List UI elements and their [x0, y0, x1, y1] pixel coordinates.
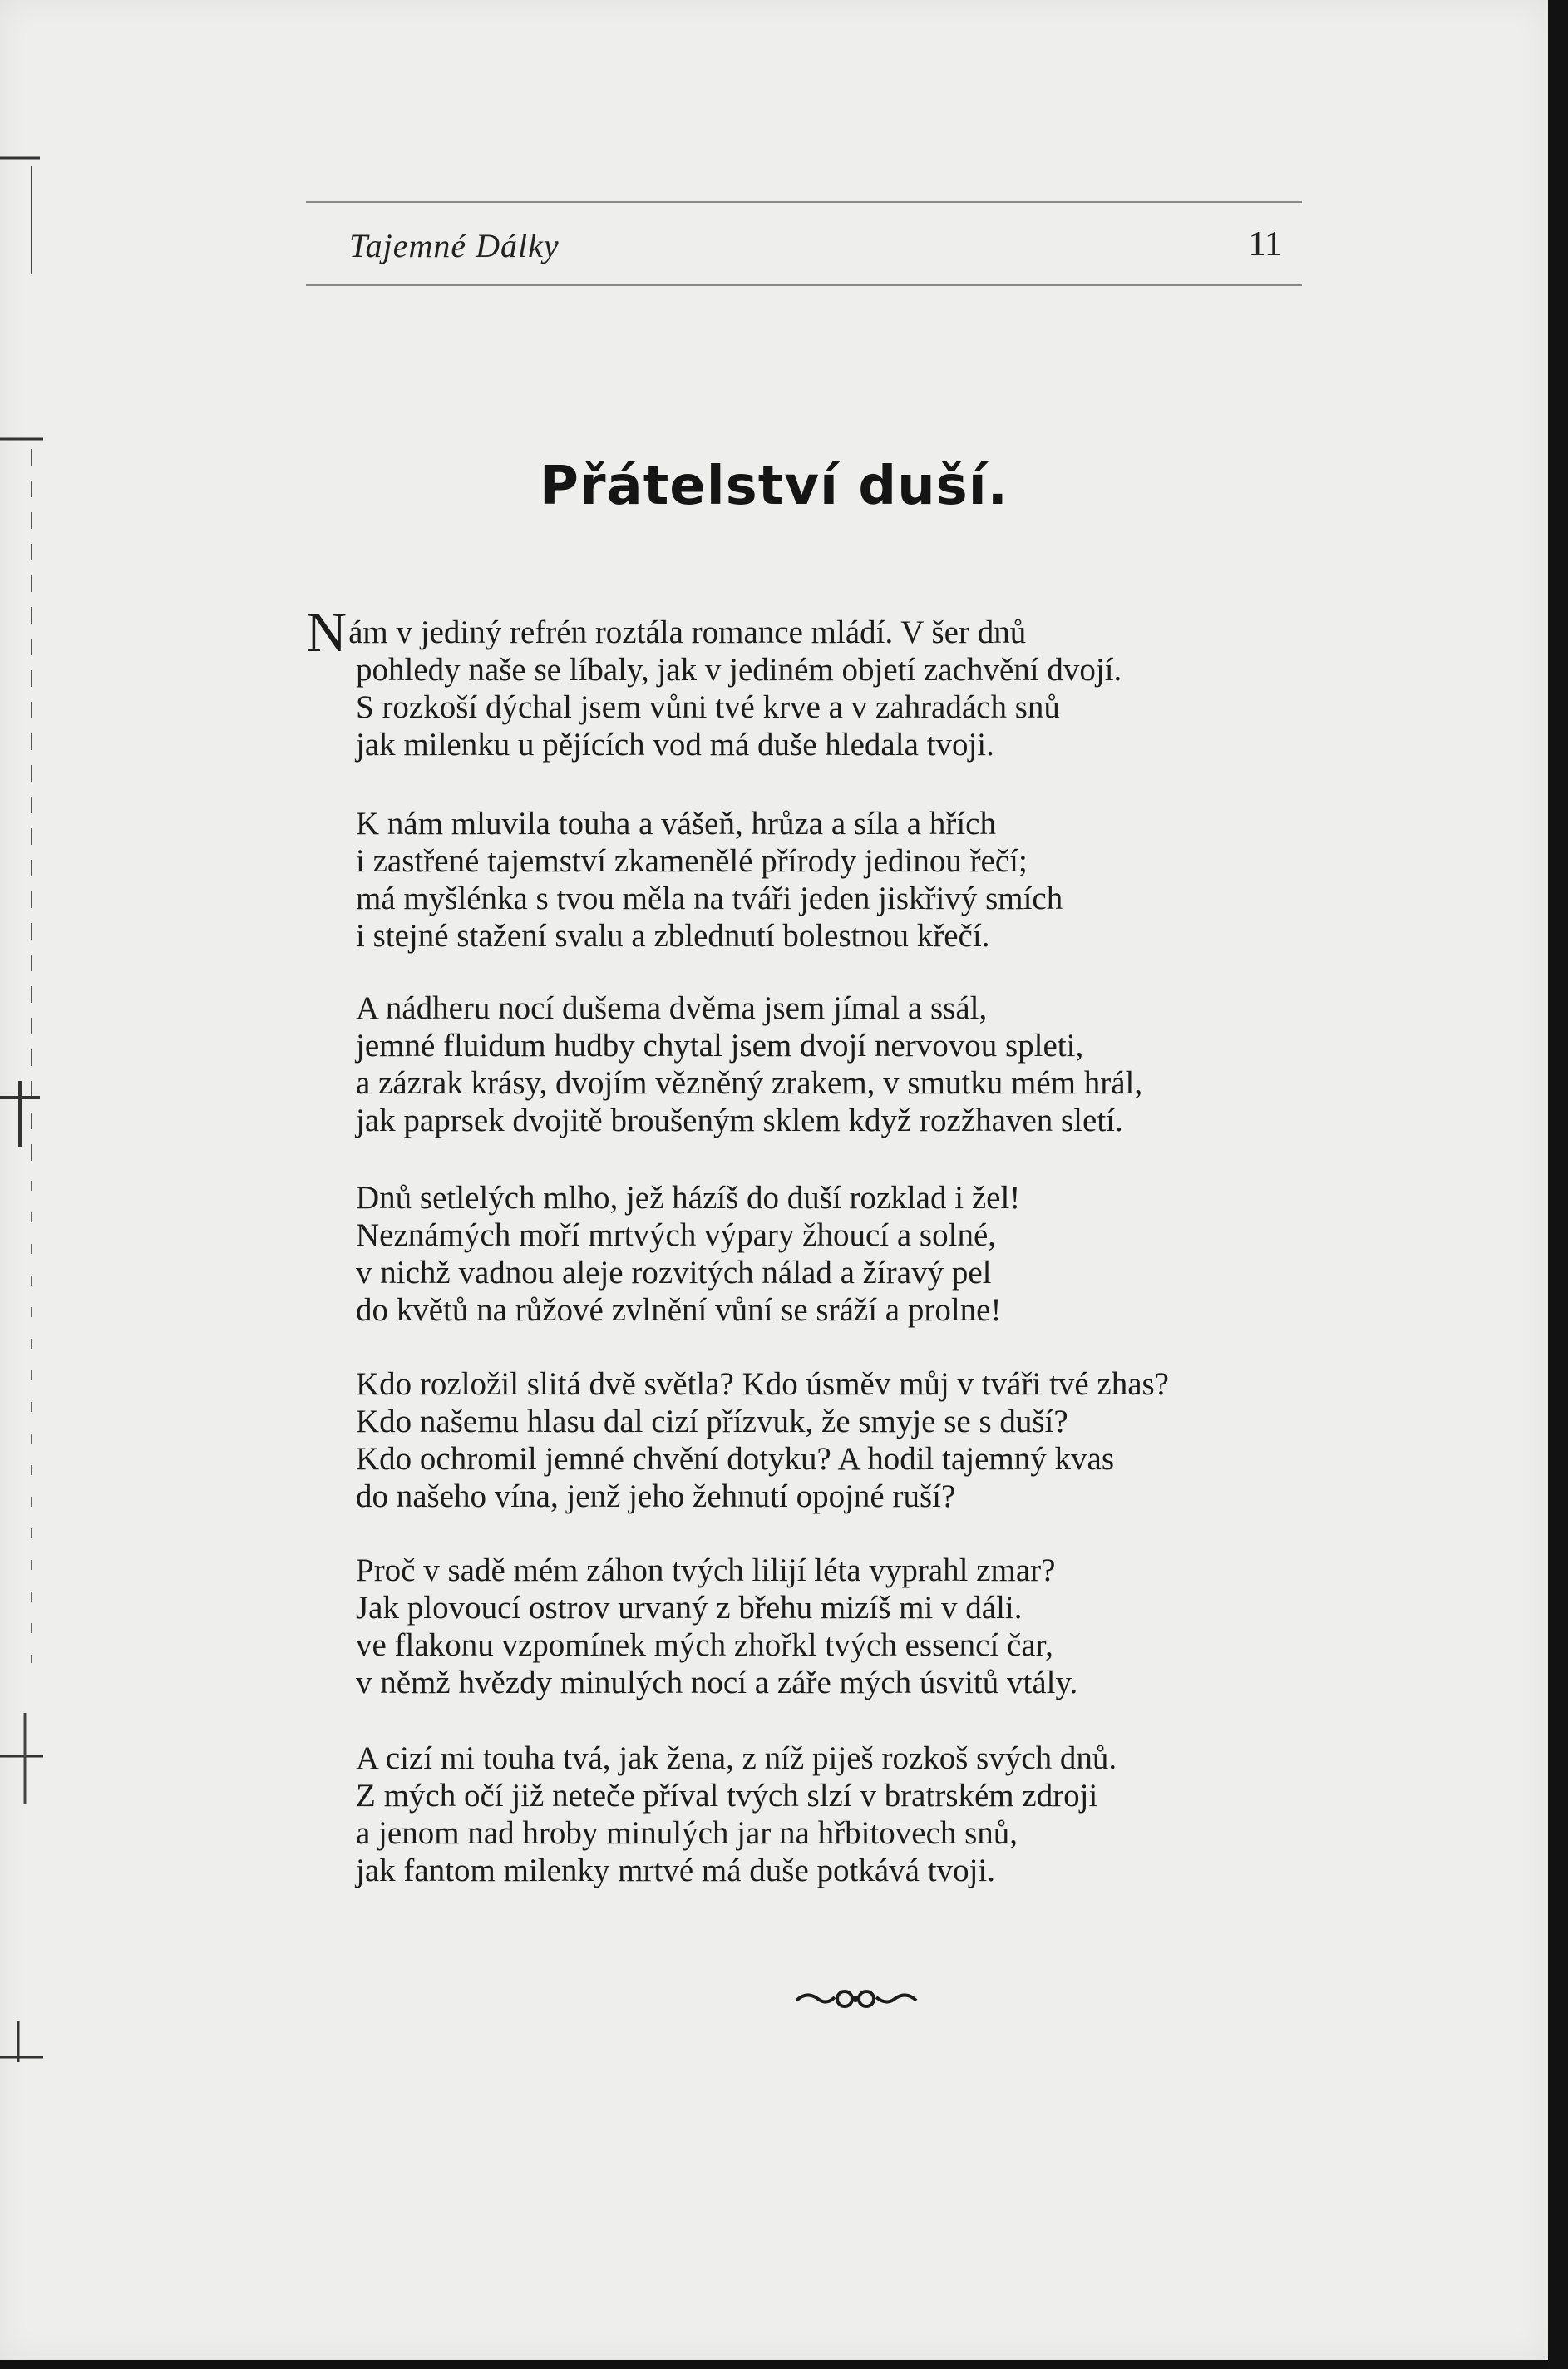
stanza-line: Kdo ochromil jemné chvění dotyku? A hodil tajemný kvas [356, 1441, 1115, 1477]
stanza-5 [356, 1365, 1169, 1515]
page-edge-shadow [1548, 0, 1568, 2369]
page-number: 11 [1248, 225, 1282, 264]
stanza-line: a jenom nad hroby minulých jar na hřbitovech snů, [356, 1815, 1018, 1851]
stanza-line: jak paprsek dvojitě broušeným sklem když rozžhaven sletí. [356, 1103, 1123, 1138]
stanza-line: jemné fluidum hudby chytal jsem dvojí nervovou spleti, [356, 1028, 1084, 1064]
header-rule-top [306, 201, 1302, 203]
stanza-line: Proč v sadě mém záhon tvých lilijí léta vyprahl zmar? [356, 1552, 1056, 1588]
fleuron-ornament-icon [790, 1982, 923, 2016]
stanza-line: do našeho vína, jenž jeho žehnutí opojné ruší? [356, 1478, 956, 1514]
stanza-line: do květů na růžové zvlnění vůní se sráží a prolne! [356, 1292, 1002, 1328]
stanza-line: Dnů setlelých mlho, jež házíš do duší rozklad i žel! [356, 1180, 1021, 1216]
stanza-3 [356, 990, 1142, 1139]
stanza-line: S rozkoší dýchal jsem vůni tvé krve a v zahradách snů [356, 689, 1060, 725]
stanza-line: i zastřené tajemství zkamenělé přírody jedinou řečí; [356, 843, 1028, 879]
stanza-line: A nádheru nocí dušema dvěma jsem jímal a ssál, [356, 990, 988, 1026]
stanza-line: má myšlénka s tvou měla na tváři jeden jiskřivý smích [356, 881, 1063, 916]
stanza-line: a zázrak krásy, dvojím vězněný zrakem, v smutku mém hrál, [356, 1065, 1143, 1101]
stanza-line: jak fantom milenky mrtvé má duše potkává tvoji. [356, 1853, 995, 1888]
running-title: Tajemné Dálky [349, 227, 560, 264]
stanza-line: Z mých očí již neteče příval tvých slzí v bratrském zdroji [356, 1778, 1098, 1814]
stanza-4 [356, 1179, 1020, 1329]
stanza-line: pohledy naše se líbaly, jak v jediném objetí zachvění dvojí. [356, 652, 1122, 688]
stanza-line: Jak plovoucí ostrov urvaný z břehu mizíš mi v dáli. [356, 1590, 1023, 1626]
stanza-7 [356, 1740, 1117, 1889]
stanza-line: ve flakonu vzpomínek mých zhořkl tvých essencí čar, [356, 1627, 1053, 1663]
stanza-line: Neznámých moří mrtvých výpary žhoucí a solné, [356, 1217, 997, 1253]
stanza-2 [356, 805, 1063, 955]
stanza-line: jak milenku u pějících vod má duše hledala tvoji. [356, 727, 994, 763]
stanza-line: K nám mluvila touha a vášeň, hrůza a síla a hřích [356, 806, 996, 841]
stanza-line: v němž hvězdy minulých nocí a záře mých úsvitů vtály. [356, 1665, 1078, 1700]
stanza-6 [356, 1552, 1077, 1701]
stanza-line: Kdo rozložil slitá dvě světla? Kdo úsměv můj v tváři tvé zhas? [356, 1366, 1169, 1402]
stanza-line: Nám v jediný refrén roztála romance mládí. V šer dnů [306, 600, 1027, 664]
drop-cap: N [306, 600, 348, 664]
stanza-1 [306, 600, 1122, 763]
binding-edge-marks [0, 0, 58, 2369]
poem-title: Přátelství duší. [540, 456, 1008, 517]
stanza-line: i stejné stažení svalu a zblednutí bolestnou křečí. [356, 918, 990, 954]
header-rule-bottom [306, 284, 1302, 286]
stanza-line: Kdo našemu hlasu dal cizí přízvuk, že smyje se s duší? [356, 1404, 1068, 1439]
stanza-line: v nichž vadnou aleje rozvitých nálad a žíravý pel [356, 1255, 992, 1291]
stanza-line: A cizí mi touha tvá, jak žena, z níž piješ rozkoš svých dnů. [356, 1740, 1117, 1776]
